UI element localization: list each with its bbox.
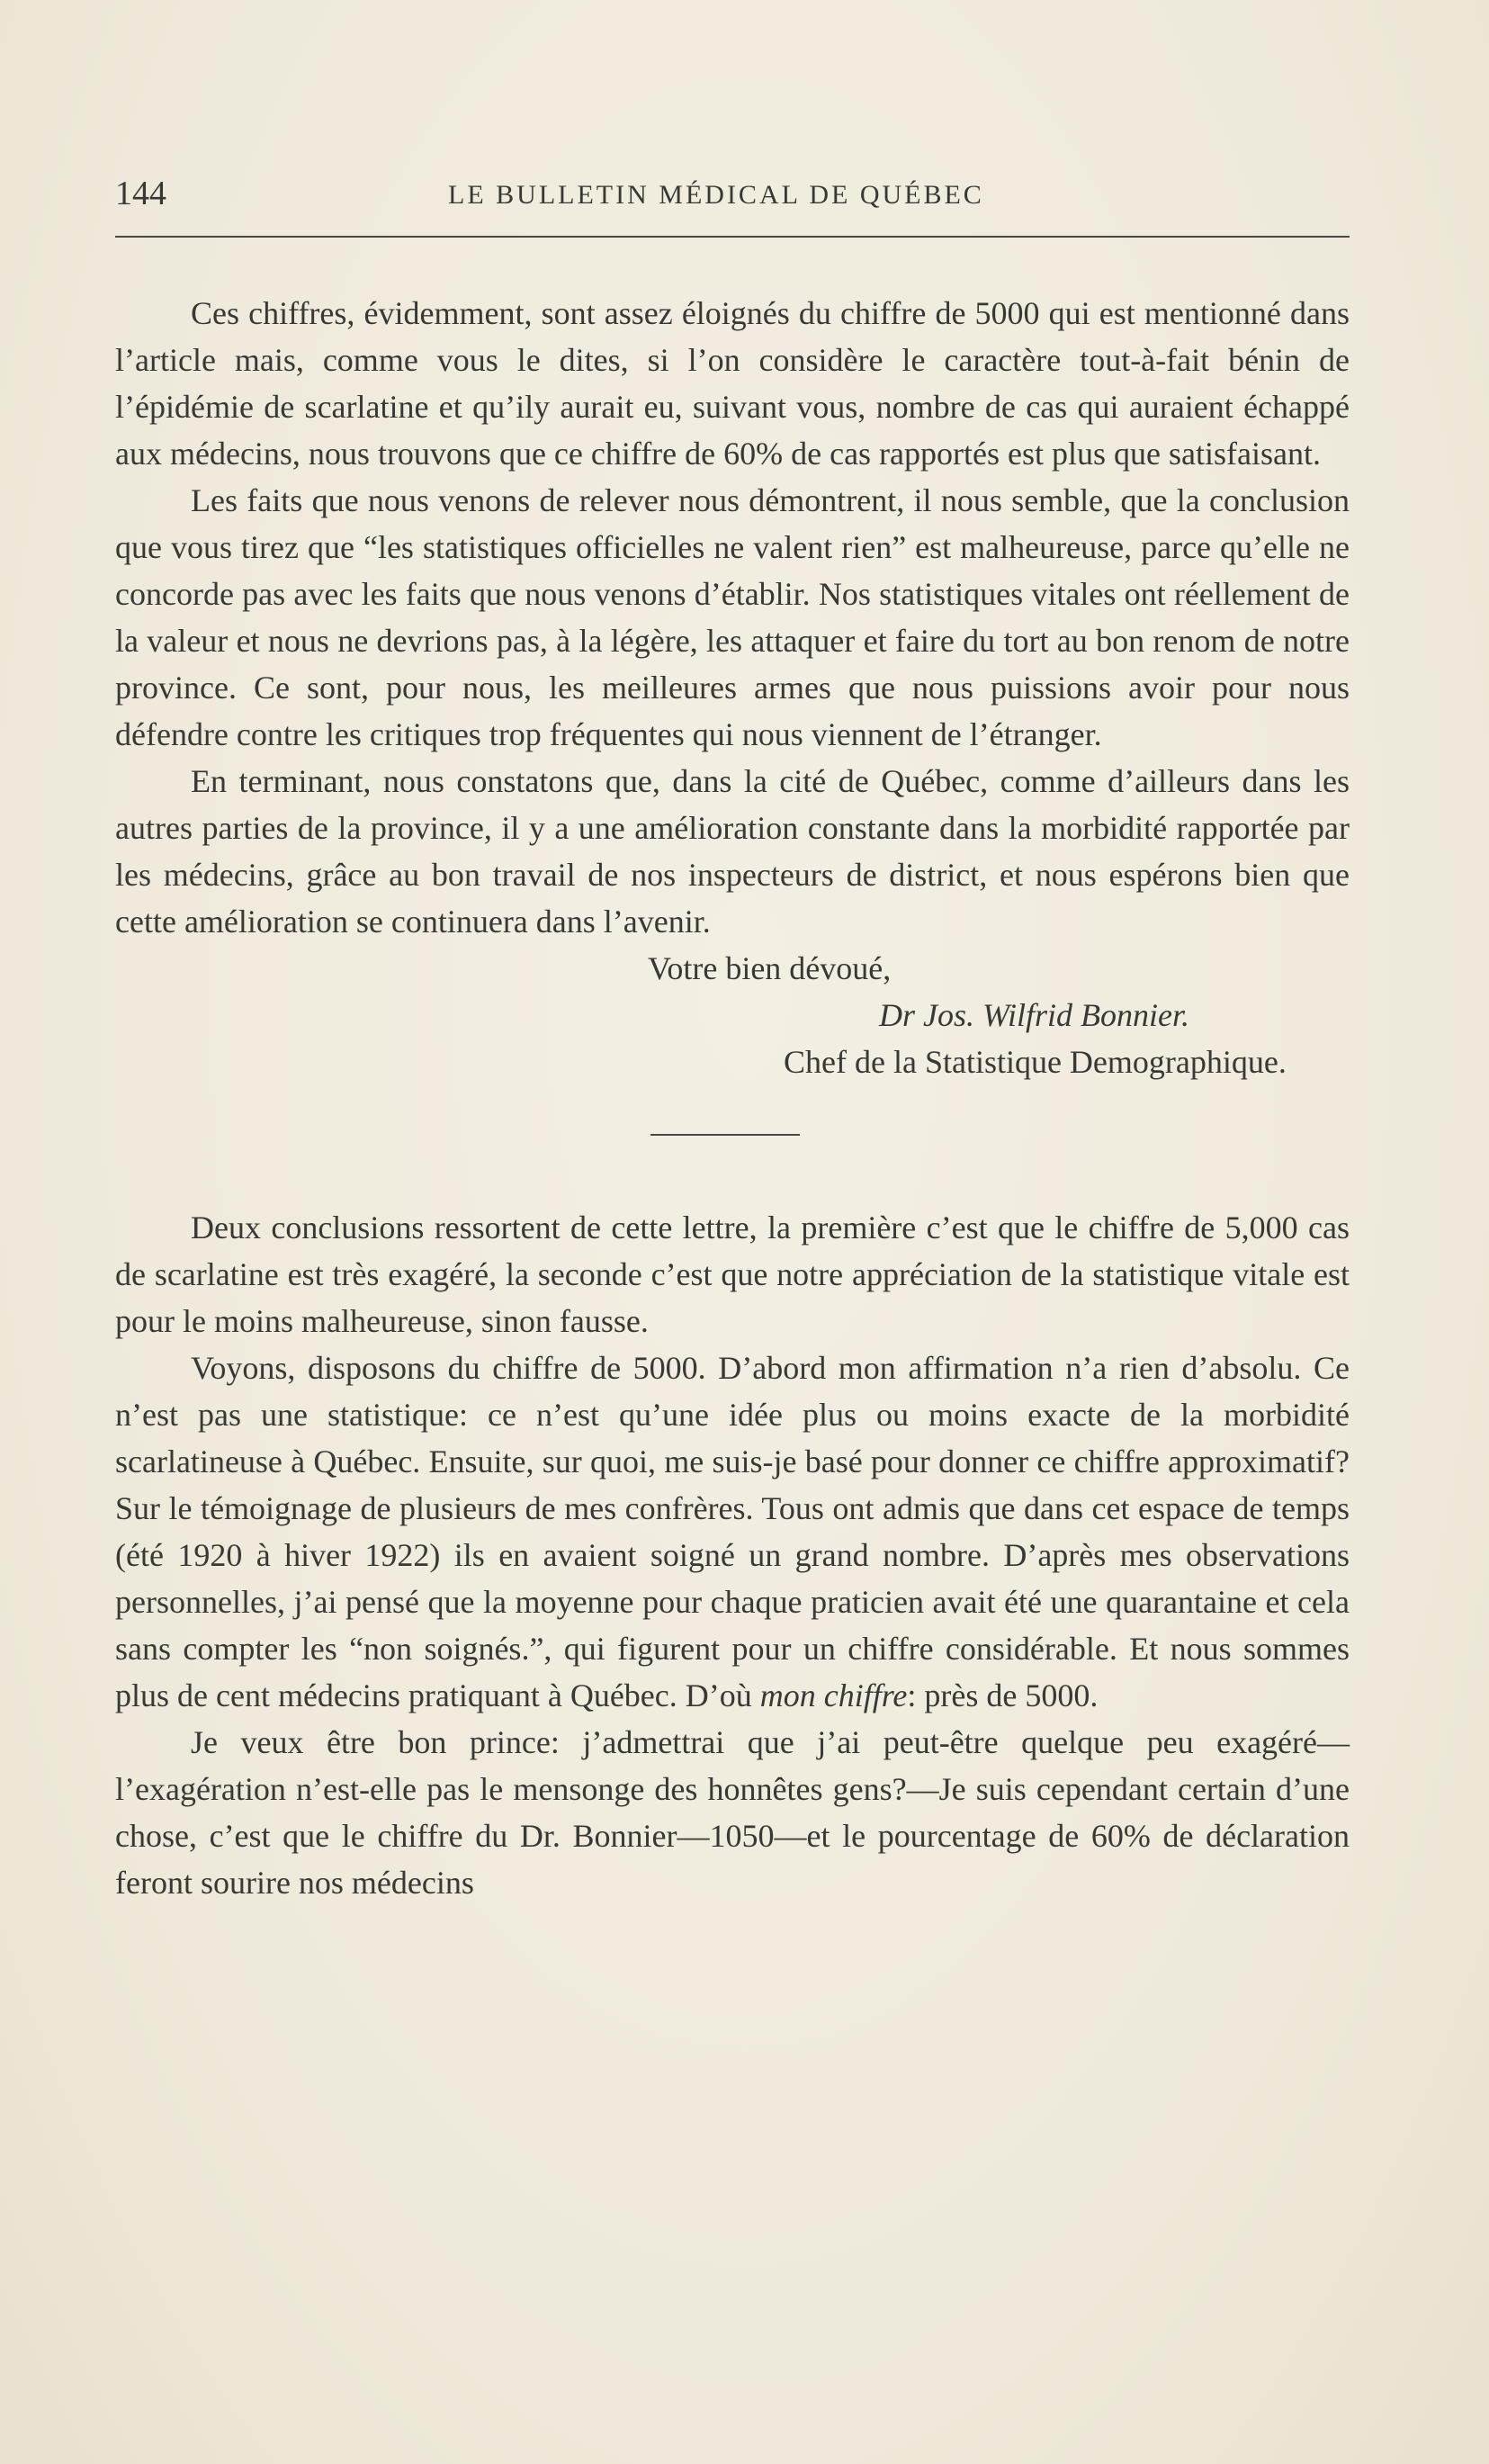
header-rule — [115, 236, 1350, 238]
page-header — [115, 171, 1350, 216]
letter — [115, 290, 1350, 1085]
emphasized-text: mon chiffre — [759, 1677, 908, 1713]
response-paragraph — [115, 1344, 1350, 1719]
response-paragraph: Deux conclusions ressortent de cette lettre, la première c’est que le chiffre de 5,000 cas de scarlatine est très exagéré, la seconde c’est que notre appréciation de la statistique vitale est pour le moins malheureuse, sinon fausse. — [115, 1210, 1350, 1339]
letter-signature: Dr Jos. Wilfrid Bonnier. — [879, 997, 1190, 1033]
response-text: : près de 5000. — [907, 1677, 1099, 1713]
letter-paragraph: Ces chiffres, évidemment, sont assez éloignés du chiffre de 5000 qui est mentionné dans l’article mais, comme vous le dites, si l’on considère le caractère tout-à-fait bénin de l’épidémie de scarlatine et qu’ily aurait eu, suivant vous, nombre de cas qui auraient échappé aux médecins, nous trouvons que ce chiffre de 60% de cas rapportés est plus que satisfaisant. — [115, 295, 1350, 472]
body-text — [115, 290, 1350, 1906]
response-text: Voyons, disposons du chiffre de 5000. D’abord mon affirmation n’a rien d’absolu. Ce n’est pas une statistique: ce n’est qu’une idée plus ou moins exacte de la morbidité scarlatineuse à Québec. Ensuite, sur quoi, me suis-je basé pour donner ce chiffre approximatif? Sur le témoignage de plusieurs de mes confrères. Tous ont admis que dans cet espace de temps (été 1920 à hiver 1922) ils en avaient soigné un grand nombre. D’après mes observations personnelles, j’ai pensé que la moyenne pour chaque praticien avait été une quarantaine et cela sans compter les “non soignés.”, qui figurent pour un chiffre considérable. Et nous sommes plus de cent médecins pratiquant à Québec. D’où — [115, 1350, 1350, 1713]
letter-paragraph: En terminant, nous constatons que, dans la cité de Québec, comme d’ailleurs dans les autres parties de la province, il y a une amélioration constante dans la morbidité rapportée par les médecins, grâce au bon travail de nos inspecteurs de district, et nous espérons bien que cette amélioration se continuera dans l’avenir. — [115, 763, 1350, 940]
signature-title: Chef de la Statistique Demographique. — [784, 1044, 1287, 1080]
running-title: LE BULLETIN MÉDICAL DE QUÉBEC — [448, 180, 984, 210]
letter-closing: Votre bien dévoué, — [648, 950, 892, 986]
letter-paragraph: Les faits que nous venons de relever nous démontrent, il nous semble, que la conclusion que vous tirez que “les statistiques officielles ne valent rien” est malheureuse, parce qu’elle ne concorde pas avec les faits que nous venons d’établir. Nos statistiques vitales ont réellement de la valeur et nous ne devrions pas, à la légère, les attaquer et faire du tort au bon renom de notre province. Ce sont, pour nous, les meilleures armes que nous puissions avoir pour nous défendre contre les critiques trop fréquentes qui nous viennent de l’étranger. — [115, 482, 1350, 752]
response — [115, 1204, 1350, 1906]
page-number: 144 — [115, 175, 166, 212]
response-paragraph: Je veux être bon prince: j’admettrai que j’ai peut-être quelque peu exagéré—l’exagération n’est-elle pas le mensonge des honnêtes gens?—Je suis cependant certain d’une chose, c’est que le chiffre du Dr. Bonnier—1050—et le pourcentage de 60% de déclaration feront sourire nos médecins — [115, 1724, 1350, 1901]
section-separator — [650, 1134, 800, 1136]
